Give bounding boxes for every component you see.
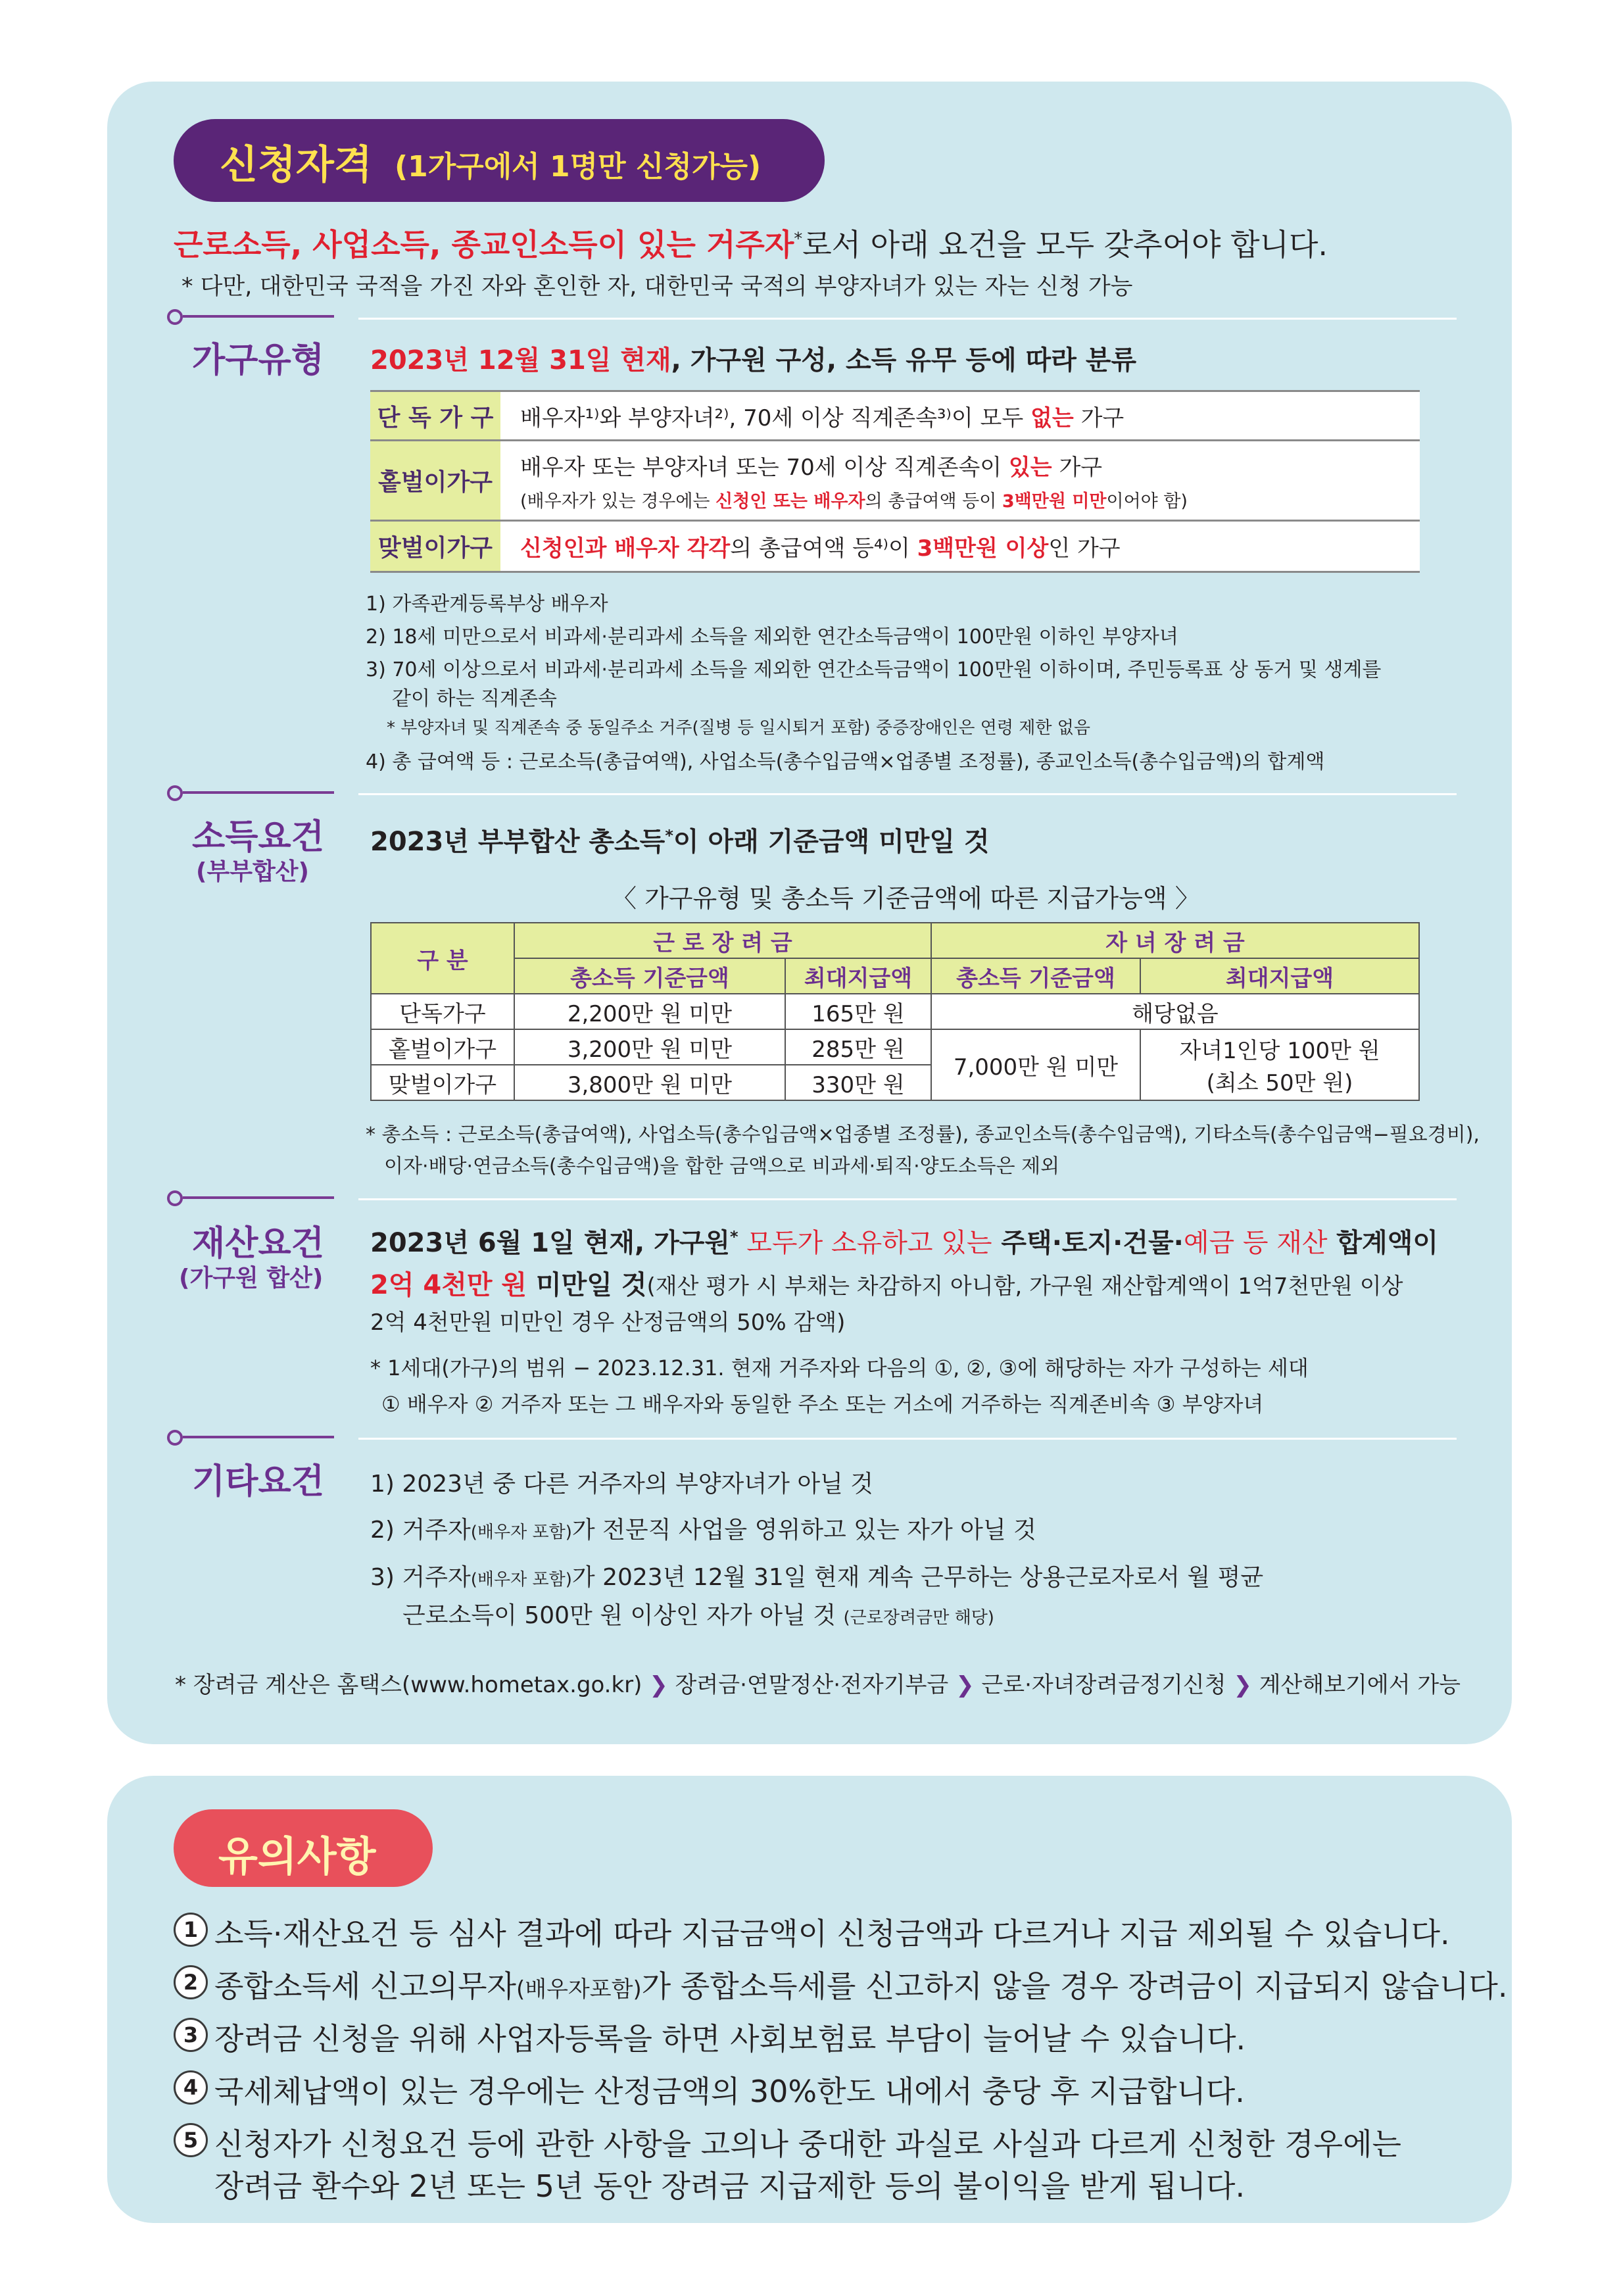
property-line-3: 2억 4천만원 미만인 경우 산정금액의 50% 감액) xyxy=(370,1309,846,1336)
property-text: 합계액이 xyxy=(1327,1228,1438,1258)
intro-highlight: 근로소득, 사업소득, 종교인소득이 있는 거주자 xyxy=(174,227,794,262)
other-text: 가 2023년 12월 31일 현재 계속 근무하는 상용근로자로서 월 평균 xyxy=(571,1564,1264,1591)
caution-title: 유의사항 xyxy=(218,1832,376,1880)
hometax-path: 계산해보기에서 가능 xyxy=(1259,1672,1461,1698)
other-small: (배우자 포함) xyxy=(470,1523,572,1542)
household-lead xyxy=(370,339,1136,377)
chevron-right-icon: ❯ xyxy=(649,1672,668,1698)
hometax-path: 장려금·연말정산·전자기부금 xyxy=(675,1672,949,1698)
desc-sub-highlight: 3백만원 미만 xyxy=(1002,491,1107,512)
other-text: 2) 거주자 xyxy=(370,1517,471,1544)
household-type-desc xyxy=(500,391,1420,441)
household-note-3: 3) 70세 이상으로서 비과세·분리과세 소득을 제외한 연간소득금액이 100만원 이하이며, 주민등록표 상 동거 및 생계를 xyxy=(366,658,1382,681)
income-table-caption: 〈 가구유형 및 총소득 기준금액에 따른 지급가능액 〉 xyxy=(612,884,1200,913)
desc-highlight: 3백만원 이상 xyxy=(917,535,1049,562)
table-cell: 맞벌이가구 xyxy=(371,1065,514,1100)
eligibility-title-sub: (1가구에서 1명만 신청가능) xyxy=(395,150,762,183)
household-heading: 가구유형 xyxy=(192,341,324,380)
income-note-2: 이자·배당·연금소득(총수입금액)을 합한 금액으로 비과세·퇴직·양도소득은 제외 xyxy=(384,1155,1060,1178)
property-line-1 xyxy=(370,1222,1438,1259)
property-star: * xyxy=(730,1227,738,1246)
other-item-2 xyxy=(370,1511,1036,1545)
other-text: 근로소득이 500만 원 이상인 자가 아닐 것 xyxy=(402,1602,836,1629)
property-detail: (재산 평가 시 부채는 차감하지 아니함, 가구원 재산합계액이 1억7천만원 이상 xyxy=(646,1273,1403,1300)
caution-text: 가 종합소득세를 신고하지 않을 경우 장려금이 지급되지 않습니다. xyxy=(641,1968,1508,2004)
caution-item-3: 장려금 신청을 위해 사업자등록을 하면 사회보험료 부담이 늘어날 수 있습니다. xyxy=(214,2021,1246,2057)
table-cell: 홑벌이가구 xyxy=(371,1029,514,1065)
other-item-3-cont xyxy=(402,1597,994,1630)
desc-text: 의 총급여액 등⁴⁾이 xyxy=(730,535,917,562)
property-line-2 xyxy=(370,1264,1403,1302)
household-type-label: 단 독 가 구 xyxy=(370,391,500,441)
desc-highlight: 없는 xyxy=(1030,404,1074,431)
household-lead-date: 2023년 12월 31일 현재 xyxy=(370,345,671,376)
desc-text: 인 가구 xyxy=(1048,535,1121,562)
desc-text: 가구 xyxy=(1052,454,1103,481)
table-cell: 285만 원 xyxy=(785,1029,931,1065)
desc-sub: (배우자가 있는 경우에는 xyxy=(520,491,716,512)
desc-text: 가구 xyxy=(1073,404,1125,431)
caution-title-badge xyxy=(174,1809,433,1887)
other-item-3 xyxy=(370,1559,1263,1592)
property-amount: 2억 4천만 원 xyxy=(370,1270,527,1300)
col-header: 총소득 기준금액 xyxy=(931,958,1140,994)
income-lead-star: * xyxy=(665,826,673,845)
income-threshold-table xyxy=(370,922,1420,1101)
eligibility-intro xyxy=(174,221,1328,264)
section-marker-dot xyxy=(167,309,183,325)
income-lead xyxy=(370,821,990,858)
other-small: (배우자 포함) xyxy=(470,1570,572,1590)
intro-note: * 다만, 대한민국 국적을 가진 자와 혼인한 자, 대한민국 국적의 부양자녀가 있는 자는 신청 가능 xyxy=(181,274,1133,300)
desc-sub: 이어야 함) xyxy=(1106,491,1188,512)
child-max-line: (최소 50만 원) xyxy=(1206,1070,1353,1096)
table-cell: 3,800만 원 미만 xyxy=(514,1065,785,1100)
section-marker-line xyxy=(183,315,334,318)
intro-star: * xyxy=(794,229,803,249)
col-header: 최대지급액 xyxy=(1140,958,1419,994)
section-marker-line xyxy=(183,1436,334,1438)
intro-rest: 로서 아래 요건을 모두 갖추어야 합니다. xyxy=(802,227,1328,262)
table-cell: 165만 원 xyxy=(785,994,931,1029)
desc-sub-highlight: 신청인 또는 배우자 xyxy=(715,491,865,512)
section-marker-dot xyxy=(167,785,183,801)
household-note-3-cont: 같이 하는 직계존속 xyxy=(392,687,557,710)
hometax-note xyxy=(175,1667,1461,1699)
section-divider xyxy=(358,1198,1457,1200)
section-marker-line xyxy=(183,1196,334,1199)
other-small: (근로장려금만 해당) xyxy=(843,1608,994,1628)
item-number-badge: 5 xyxy=(174,2123,208,2157)
other-heading: 기타요건 xyxy=(192,1462,324,1502)
group-header-work: 근 로 장 려 금 xyxy=(514,923,931,958)
table-row xyxy=(370,521,1420,572)
income-lead-rest: 이 아래 기준금액 미만일 것 xyxy=(673,827,990,857)
col-group-label: 구 분 xyxy=(371,923,514,994)
section-marker-dot xyxy=(167,1190,183,1206)
section-divider xyxy=(358,1438,1457,1440)
hometax-text: * 장려금 계산은 홈택스(www.hometax.go.kr) xyxy=(175,1672,642,1698)
property-note-2: ① 배우자 ② 거주자 또는 그 배우자와 동일한 주소 또는 거소에 거주하는 직계존비속 ③ 부양자녀 xyxy=(381,1392,1264,1417)
income-heading-sub: (부부합산) xyxy=(196,858,310,885)
household-type-label: 맞벌이가구 xyxy=(370,521,500,572)
col-header: 최대지급액 xyxy=(785,958,931,994)
household-lead-rest: , 가구원 구성, 소득 유무 등에 따라 분류 xyxy=(671,345,1137,376)
other-text: 가 전문직 사업을 영위하고 있는 자가 아닐 것 xyxy=(571,1517,1036,1544)
caution-small: (배우자포함) xyxy=(516,1976,642,2003)
caution-item-5: 신청자가 신청요건 등에 관한 사항을 고의나 중대한 과실로 사실과 다르게 신청한 경우에는 xyxy=(214,2126,1401,2162)
other-item-1: 1) 2023년 중 다른 거주자의 부양자녀가 아닐 것 xyxy=(370,1471,874,1498)
property-highlight: 모두가 소유하고 있는 xyxy=(738,1228,992,1258)
property-text: 주택·토지·건물· xyxy=(992,1228,1184,1258)
table-row xyxy=(370,441,1420,521)
desc-sub: 의 총급여액 등이 xyxy=(865,491,1002,512)
household-type-table xyxy=(370,390,1420,573)
item-number-badge: 1 xyxy=(174,1913,208,1947)
item-number-badge: 2 xyxy=(174,1965,208,1999)
caution-item-2 xyxy=(214,1963,1507,2006)
caution-item-4: 국세체납액이 있는 경우에는 산정금액의 30%한도 내에서 충당 후 지급합니다. xyxy=(214,2074,1245,2109)
household-note-4: 4) 총 급여액 등 : 근로소득(총급여액), 사업소득(총수입금액×업종별 조정률), 종교인소득(총수입금액)의 합계액 xyxy=(366,750,1325,773)
group-header-child: 자 녀 장 려 금 xyxy=(931,923,1419,958)
section-divider xyxy=(358,318,1457,320)
property-heading-sub: (가구원 합산) xyxy=(179,1265,324,1292)
table-row xyxy=(371,1029,1419,1065)
section-divider xyxy=(358,793,1457,795)
table-cell xyxy=(1140,1029,1419,1100)
household-type-desc xyxy=(500,441,1420,521)
eligibility-title: 신청자격 xyxy=(220,142,372,188)
caution-text: 종합소득세 신고의무자 xyxy=(214,1968,516,2004)
property-highlight: 예금 등 재산 xyxy=(1183,1228,1328,1258)
caution-item-5-cont: 장려금 환수와 2년 또는 5년 동안 장려금 지급제한 등의 불이익을 받게 됩니다. xyxy=(214,2168,1246,2204)
chevron-right-icon: ❯ xyxy=(1233,1672,1252,1698)
table-row xyxy=(371,994,1419,1029)
hometax-path: 근로·자녀장려금정기신청 xyxy=(981,1672,1226,1698)
income-lead-text: 2023년 부부합산 총소득 xyxy=(370,827,665,857)
property-text: 2023년 6월 1일 현재, 가구원 xyxy=(370,1228,731,1258)
income-note-1: * 총소득 : 근로소득(총급여액), 사업소득(총수입금액×업종별 조정률), 종교인소득(총수입금액), 기타소득(총수입금액−필요경비), xyxy=(366,1123,1480,1146)
item-number-badge: 3 xyxy=(174,2018,208,2052)
table-row xyxy=(370,391,1420,441)
household-type-label: 홑벌이가구 xyxy=(370,441,500,521)
table-cell: 7,000만 원 미만 xyxy=(931,1029,1140,1100)
caution-item-1: 소득·재산요건 등 심사 결과에 따라 지급금액이 신청금액과 다르거나 지급 제외될 수 있습니다. xyxy=(214,1916,1450,1951)
child-max-line: 자녀1인당 100만 원 xyxy=(1179,1038,1380,1064)
property-heading: 재산요건 xyxy=(192,1224,324,1263)
household-note-2: 2) 18세 미만으로서 비과세·분리과세 소득을 제외한 연간소득금액이 100만원 이하인 부양자녀 xyxy=(366,625,1178,648)
household-note-1: 1) 가족관계등록부상 배우자 xyxy=(366,593,608,616)
section-marker-line xyxy=(183,791,334,794)
eligibility-title-badge xyxy=(174,119,825,202)
table-cell: 2,200만 원 미만 xyxy=(514,994,785,1029)
income-heading: 소득요건 xyxy=(192,818,324,857)
table-cell: 3,200만 원 미만 xyxy=(514,1029,785,1065)
table-cell: 해당없음 xyxy=(931,994,1419,1029)
table-header-row xyxy=(371,923,1419,958)
desc-text: 배우자 또는 부양자녀 또는 70세 이상 직계존속이 xyxy=(520,454,1009,481)
desc-text: 배우자¹⁾와 부양자녀²⁾, 70세 이상 직계존속³⁾이 모두 xyxy=(520,404,1031,431)
item-number-badge: 4 xyxy=(174,2070,208,2105)
chevron-right-icon: ❯ xyxy=(956,1672,975,1698)
household-type-desc xyxy=(500,521,1420,572)
property-note-1: * 1세대(가구)의 범위 − 2023.12.31. 현재 거주자와 다음의 ①, ②, ③에 해당하는 자가 구성하는 세대 xyxy=(370,1356,1309,1380)
desc-highlight: 있는 xyxy=(1008,454,1052,481)
desc-highlight: 신청인과 배우자 각각 xyxy=(520,535,731,562)
col-header: 총소득 기준금액 xyxy=(514,958,785,994)
table-cell: 330만 원 xyxy=(785,1065,931,1100)
other-text: 3) 거주자 xyxy=(370,1564,471,1591)
property-text: 미만일 것 xyxy=(527,1270,647,1300)
table-cell: 단독가구 xyxy=(371,994,514,1029)
section-marker-dot xyxy=(167,1430,183,1446)
table-header-row xyxy=(371,958,1419,994)
household-note-star: * 부양자녀 및 직계존속 중 동일주소 거주(질병 등 일시퇴거 포함) 중증장애인은 연령 제한 없음 xyxy=(387,718,1091,738)
